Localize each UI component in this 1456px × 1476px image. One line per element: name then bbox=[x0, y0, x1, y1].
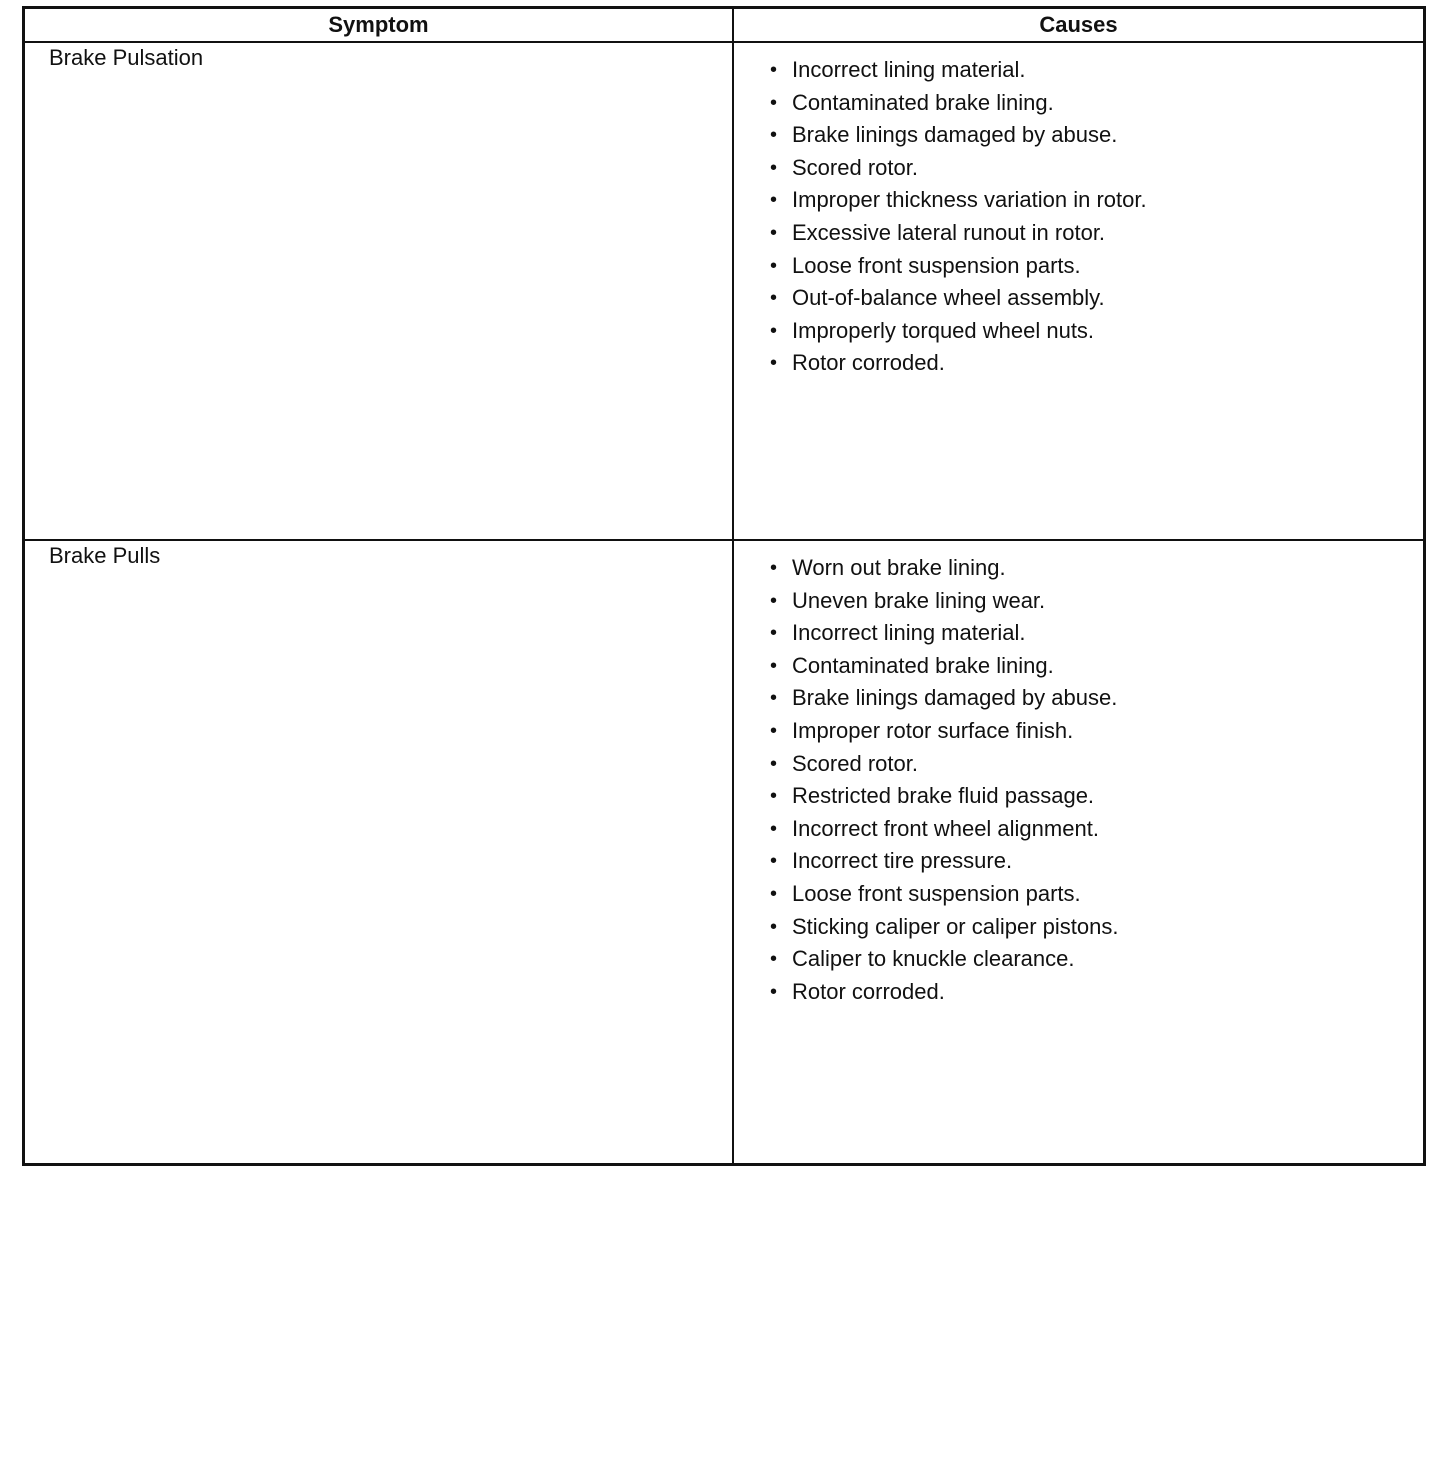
cause-text: Sticking caliper or caliper pistons. bbox=[792, 913, 1119, 939]
symptom-column-header: Symptom bbox=[25, 9, 733, 42]
bullet-icon: • bbox=[770, 622, 778, 645]
list-item bbox=[770, 979, 1423, 1005]
list-item bbox=[770, 285, 1423, 311]
cause-text: Incorrect lining material. bbox=[792, 57, 1026, 82]
bullet-icon: • bbox=[770, 719, 778, 742]
cause-text: Improperly torqued wheel nuts. bbox=[792, 317, 1095, 343]
causes-column-header: Causes bbox=[733, 9, 1423, 42]
list-item bbox=[770, 848, 1423, 874]
bullet-icon: • bbox=[770, 287, 778, 310]
causes-cell bbox=[733, 540, 1423, 1163]
list-item bbox=[770, 816, 1423, 842]
symptom-label: Brake Pulls bbox=[49, 543, 161, 568]
list-item bbox=[770, 914, 1423, 940]
bullet-icon: • bbox=[770, 817, 778, 840]
bullet-icon: • bbox=[770, 124, 778, 147]
bullet-icon: • bbox=[770, 980, 778, 1003]
diagnosis-table-frame bbox=[22, 6, 1426, 1166]
bullet-icon: • bbox=[770, 785, 778, 808]
list-item bbox=[770, 350, 1423, 376]
bullet-icon: • bbox=[770, 850, 778, 873]
cause-text: Incorrect front wheel alignment. bbox=[792, 815, 1099, 841]
bullet-icon: • bbox=[770, 156, 778, 179]
list-item bbox=[770, 90, 1423, 116]
list-item bbox=[770, 653, 1423, 679]
cause-text: Contaminated brake lining. bbox=[792, 652, 1054, 678]
cause-text: Improper rotor surface finish. bbox=[792, 717, 1074, 743]
cause-text: Worn out brake lining. bbox=[792, 555, 1006, 580]
list-item bbox=[770, 718, 1423, 744]
cause-text: Loose front suspension parts. bbox=[792, 252, 1081, 278]
list-item bbox=[770, 946, 1423, 972]
bullet-icon: • bbox=[770, 948, 778, 971]
cause-text: Scored rotor. bbox=[792, 750, 918, 776]
table-row bbox=[25, 540, 1423, 1163]
cause-text: Loose front suspension parts. bbox=[792, 880, 1081, 906]
list-item bbox=[770, 783, 1423, 809]
bullet-icon: • bbox=[770, 189, 778, 212]
cause-text: Incorrect lining material. bbox=[792, 620, 1026, 646]
bullet-icon: • bbox=[770, 915, 778, 938]
bullet-icon: • bbox=[770, 91, 778, 114]
cause-text: Rotor corroded. bbox=[792, 978, 945, 1004]
bullet-icon: • bbox=[770, 752, 778, 775]
cause-text: Contaminated brake lining. bbox=[792, 89, 1054, 115]
diagnosis-table bbox=[25, 9, 1423, 1163]
causes-cell bbox=[733, 42, 1423, 540]
cause-text: Incorrect tire pressure. bbox=[792, 848, 1013, 874]
bullet-icon: • bbox=[770, 589, 778, 612]
cause-text: Rotor corroded. bbox=[792, 350, 945, 376]
cause-text: Excessive lateral runout in rotor. bbox=[792, 219, 1106, 245]
bullet-icon: • bbox=[770, 352, 778, 375]
cause-text: Brake linings damaged by abuse. bbox=[792, 122, 1118, 148]
list-item bbox=[770, 220, 1423, 246]
cause-text: Brake linings damaged by abuse. bbox=[792, 685, 1118, 711]
bullet-icon: • bbox=[770, 59, 778, 81]
table-row bbox=[25, 42, 1423, 540]
bullet-icon: • bbox=[770, 254, 778, 277]
list-item bbox=[770, 685, 1423, 711]
cause-text: Out-of-balance wheel assembly. bbox=[792, 285, 1105, 311]
cause-text: Restricted brake fluid passage. bbox=[792, 783, 1095, 809]
cause-text: Caliper to knuckle clearance. bbox=[792, 946, 1075, 972]
cause-text: Improper thickness variation in rotor. bbox=[792, 187, 1147, 213]
list-item bbox=[770, 881, 1423, 907]
list-item bbox=[770, 318, 1423, 344]
list-item bbox=[770, 122, 1423, 148]
list-item bbox=[770, 187, 1423, 213]
bullet-icon: • bbox=[770, 557, 778, 579]
cause-list bbox=[734, 541, 1423, 1005]
cause-list bbox=[734, 43, 1423, 376]
list-item bbox=[770, 155, 1423, 181]
bullet-icon: • bbox=[770, 654, 778, 677]
symptom-cell bbox=[25, 540, 733, 1163]
bullet-icon: • bbox=[770, 882, 778, 905]
bullet-icon: • bbox=[770, 319, 778, 342]
cause-text: Scored rotor. bbox=[792, 154, 918, 180]
symptom-cell bbox=[25, 42, 733, 540]
cause-text: Uneven brake lining wear. bbox=[792, 587, 1046, 613]
list-item bbox=[770, 555, 1423, 581]
list-item bbox=[770, 588, 1423, 614]
table-header-row bbox=[25, 9, 1423, 42]
list-item bbox=[770, 253, 1423, 279]
symptom-label: Brake Pulsation bbox=[49, 45, 204, 70]
bullet-icon: • bbox=[770, 687, 778, 710]
bullet-icon: • bbox=[770, 221, 778, 244]
list-item bbox=[770, 751, 1423, 777]
list-item bbox=[770, 620, 1423, 646]
list-item bbox=[770, 57, 1423, 83]
